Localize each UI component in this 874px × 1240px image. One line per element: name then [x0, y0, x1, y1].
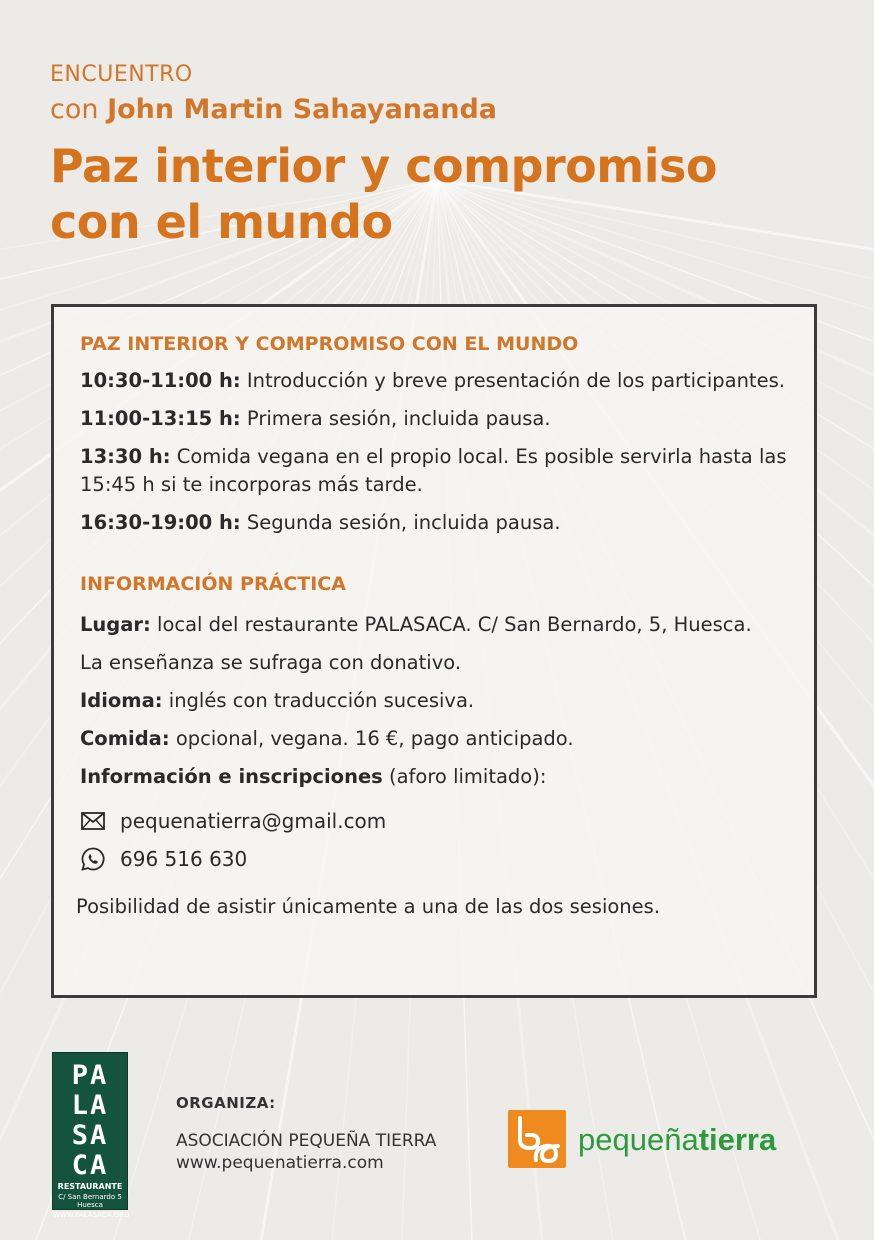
wordmark-bold: tierra: [698, 1122, 777, 1157]
language-text: inglés con traducción sucesiva.: [162, 689, 475, 712]
phone-contact[interactable]: [80, 845, 800, 873]
palasaca-letters: [53, 1053, 127, 1181]
place-row: [80, 611, 800, 639]
organizer-block: [176, 1094, 496, 1174]
pequena-tierra-wordmark: [578, 1120, 776, 1160]
envelope-icon: [80, 808, 106, 834]
palasaca-logo: [52, 1052, 130, 1219]
program-text: Segunda sesión, incluida pausa.: [240, 511, 561, 534]
place-text: local del restaurante PALASACA. C/ San Bernardo, 5, Huesca.: [150, 613, 752, 636]
palasaca-restaurante: RESTAURANTE: [57, 1182, 123, 1191]
language-label: Idioma:: [80, 689, 163, 712]
practical-list: [80, 611, 800, 791]
palasaca-letter-row: CA: [71, 1150, 109, 1181]
event-kicker: ENCUENTRO: [50, 62, 193, 87]
food-row: [80, 725, 800, 753]
phone-number[interactable]: 696 516 630: [120, 847, 248, 871]
palasaca-letter-row: SA: [71, 1120, 109, 1151]
program-time: 11:00-13:15 h:: [80, 407, 241, 430]
email-contact[interactable]: [80, 807, 800, 835]
organizer-name: ASOCIACIÓN PEQUEÑA TIERRA: [176, 1131, 437, 1151]
palasaca-letter-row: LA: [71, 1090, 109, 1121]
program-time: 10:30-11:00 h:: [80, 369, 241, 392]
place-label: Lugar:: [80, 613, 151, 636]
whatsapp-icon: [80, 846, 106, 872]
program-time: 13:30 h:: [80, 445, 171, 468]
program-time: 16:30-19:00 h:: [80, 511, 241, 534]
email-address[interactable]: pequenatierra@gmail.com: [120, 809, 387, 833]
organiza-label: ORGANIZA:: [176, 1094, 276, 1112]
sessions-note: Posibilidad de asistir únicamente a una de las dos sesiones.: [76, 895, 661, 918]
wordmark-light: pequeña: [578, 1122, 699, 1157]
food-label: Comida:: [80, 727, 170, 750]
program-list: [80, 367, 800, 537]
organizer-website[interactable]: www.pequenatierra.com: [176, 1153, 384, 1173]
donation-row: La enseñanza se sufraga con donativo.: [80, 651, 462, 674]
pequena-tierra-logo-icon: [508, 1110, 566, 1168]
palasaca-web: WWW.PALASACA.ORG: [53, 1211, 130, 1219]
info-box: [51, 304, 817, 998]
palasaca-address: C/ San Bernardo 5 Huesca: [58, 1193, 122, 1209]
program-heading: PAZ INTERIOR Y COMPROMISO CON EL MUNDO: [80, 333, 579, 355]
event-title: [50, 138, 840, 250]
practical-heading: INFORMACIÓN PRÁCTICA: [80, 573, 346, 595]
signup-row: [80, 763, 800, 791]
program-item: [80, 405, 800, 433]
speaker-prefix: con: [50, 94, 99, 125]
program-text: Primera sesión, incluida pausa.: [240, 407, 551, 430]
title-line-1: Paz interior y compromiso: [50, 139, 717, 193]
header: [50, 62, 840, 250]
signup-text: (aforo limitado):: [382, 765, 547, 788]
program-item: [80, 367, 800, 395]
program-text: Comida vegana en el propio local. Es posible servirla hasta las 15:45 h si te incorporas más tarde.: [80, 445, 787, 496]
food-text: opcional, vegana. 16 €, pago anticipado.: [169, 727, 574, 750]
speaker-name: John Martin Sahayananda: [107, 94, 498, 125]
program-item: [80, 509, 800, 537]
program-text: Introducción y breve presentación de los participantes.: [240, 369, 785, 392]
language-row: [80, 687, 800, 715]
speaker-line: [50, 92, 840, 128]
signup-label: Información e inscripciones: [80, 765, 383, 788]
program-item: [80, 443, 800, 499]
palasaca-letter-row: PA: [71, 1060, 109, 1091]
title-line-2: con el mundo: [50, 195, 393, 249]
